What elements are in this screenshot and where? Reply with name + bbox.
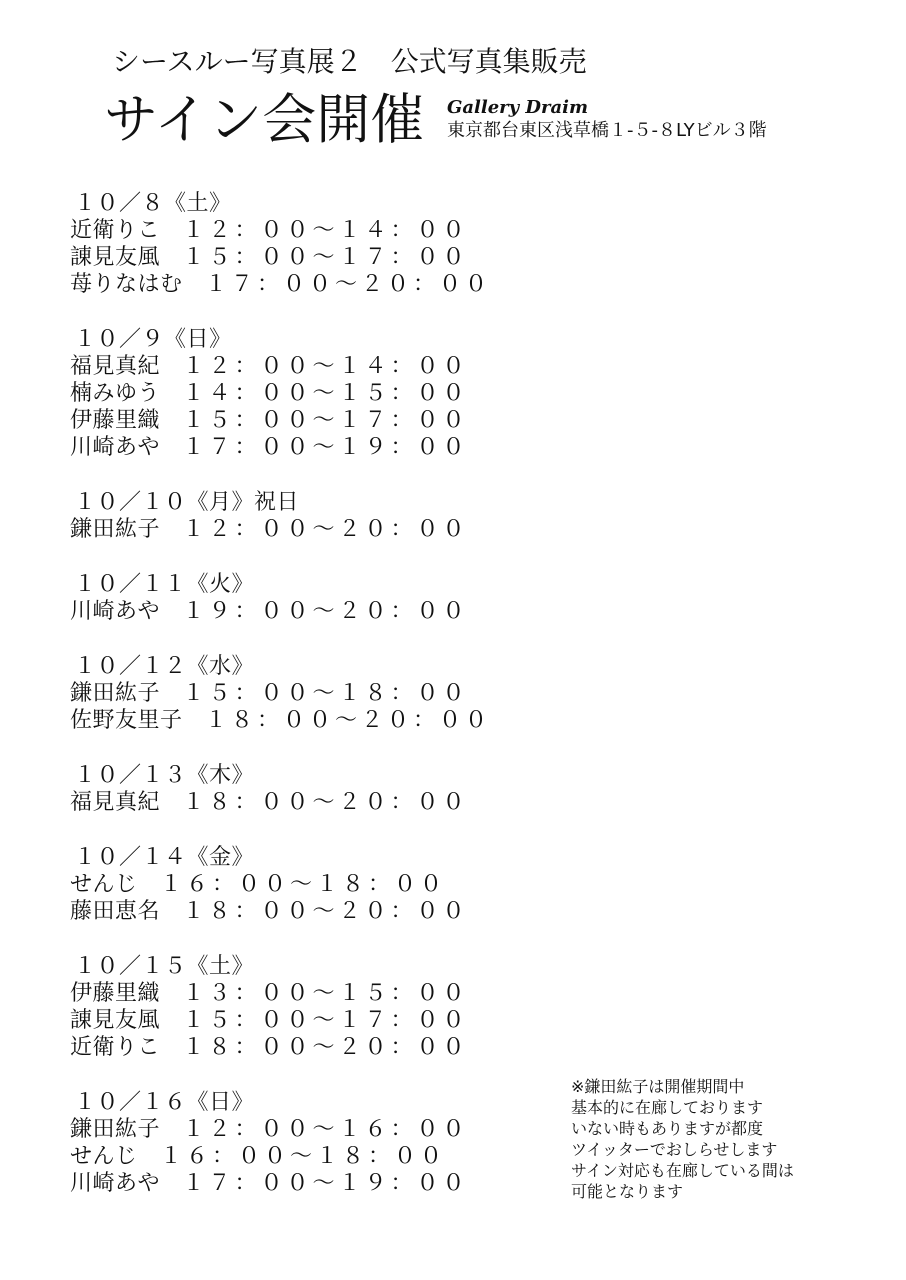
schedule-day xyxy=(70,326,491,461)
schedule-slot xyxy=(70,680,491,707)
schedule-day xyxy=(70,844,491,925)
signing-schedule xyxy=(70,190,491,1225)
slot-name: 福見真紀 xyxy=(70,790,161,815)
slot-time: １６：００〜１８：００ xyxy=(160,1144,447,1169)
schedule-slot xyxy=(70,1116,491,1143)
schedule-date: １０／１１《火》 xyxy=(74,572,255,597)
slot-time: １５：００〜１８：００ xyxy=(182,681,469,706)
slot-time: １５：００〜１７：００ xyxy=(182,408,469,433)
slot-time: １７：００〜１９：００ xyxy=(182,1171,469,1196)
schedule-day xyxy=(70,653,491,734)
slot-time: １８：００〜２０：００ xyxy=(182,790,469,815)
venue-name: Gallery Draim xyxy=(447,97,589,118)
slot-name: 諌見友風 xyxy=(70,245,161,270)
slot-time: １３：００〜１５：００ xyxy=(182,981,469,1006)
slot-time: １４：００〜１５：００ xyxy=(182,381,469,406)
slot-name: 苺りなはむ xyxy=(70,272,183,297)
slot-name: 鎌田紘子 xyxy=(70,681,161,706)
slot-time: １８：００〜２０：００ xyxy=(182,1035,469,1060)
slot-time: １７：００〜２０：００ xyxy=(205,272,492,297)
note-line: ツイッターでおしらせします xyxy=(571,1140,778,1159)
schedule-date: １０／９《日》 xyxy=(74,327,232,352)
slot-time: １２：００〜１４：００ xyxy=(182,218,469,243)
slot-name: 楠みゆう xyxy=(70,381,161,406)
note-line: いない時もありますが都度 xyxy=(571,1119,764,1138)
schedule-slot xyxy=(70,1170,491,1197)
schedule-date: １０／１０《月》祝日 xyxy=(74,490,300,515)
slot-name: 川崎あや xyxy=(70,1171,161,1196)
schedule-day xyxy=(70,953,491,1061)
schedule-slot xyxy=(70,217,491,244)
slot-name: 近衛りこ xyxy=(70,218,161,243)
schedule-date: １０／１３《木》 xyxy=(74,763,255,788)
slot-name: 佐野友里子 xyxy=(70,708,183,733)
note-line: サイン対応も在廊している間は xyxy=(571,1161,794,1180)
slot-time: １８：００〜２０：００ xyxy=(182,899,469,924)
slot-name: 諌見友風 xyxy=(70,1008,161,1033)
schedule-day xyxy=(70,489,491,543)
schedule-slot xyxy=(70,353,491,380)
slot-time: １８：００〜２０：００ xyxy=(205,708,492,733)
schedule-slot xyxy=(70,707,491,734)
schedule-slot xyxy=(70,1034,491,1061)
schedule-slot xyxy=(70,898,491,925)
schedule-date: １０／１６《日》 xyxy=(74,1090,255,1115)
slot-time: １２：００〜１６：００ xyxy=(182,1117,469,1142)
slot-name: 川崎あや xyxy=(70,435,161,460)
note-line: ※鎌田紘子は開催期間中 xyxy=(571,1077,745,1096)
schedule-day xyxy=(70,190,491,298)
slot-time: １２：００〜１４：００ xyxy=(182,354,469,379)
schedule-date: １０／１２《水》 xyxy=(74,654,255,679)
slot-name: せんじ xyxy=(70,872,138,897)
page-title: サイン会開催 xyxy=(104,88,425,151)
event-subtitle: シースルー写真展２ 公式写真集販売 xyxy=(112,45,587,78)
slot-name: 川崎あや xyxy=(70,599,161,624)
schedule-slot xyxy=(70,434,491,461)
slot-time: １５：００〜１７：００ xyxy=(182,245,469,270)
slot-time: １２：００〜２０：００ xyxy=(182,517,469,542)
venue-address: 東京都台東区浅草橋１-５-８LYビル３階 xyxy=(447,120,767,141)
schedule-slot xyxy=(70,516,491,543)
schedule-date: １０／８《土》 xyxy=(74,191,232,216)
slot-time: １５：００〜１７：００ xyxy=(182,1008,469,1033)
schedule-slot xyxy=(70,1007,491,1034)
slot-time: １９：００〜２０：００ xyxy=(182,599,469,624)
venue-info xyxy=(447,97,767,143)
slot-time: １７：００〜１９：００ xyxy=(182,435,469,460)
slot-name: 藤田恵名 xyxy=(70,899,161,924)
schedule-slot xyxy=(70,271,491,298)
attendance-note xyxy=(571,1076,794,1202)
schedule-day xyxy=(70,1089,491,1197)
schedule-slot xyxy=(70,980,491,1007)
schedule-slot xyxy=(70,871,491,898)
note-line: 基本的に在廊しております xyxy=(571,1098,764,1117)
schedule-date: １０／１５《土》 xyxy=(74,954,255,979)
slot-name: 福見真紀 xyxy=(70,354,161,379)
slot-name: せんじ xyxy=(70,1144,138,1169)
slot-name: 鎌田紘子 xyxy=(70,517,161,542)
slot-name: 鎌田紘子 xyxy=(70,1117,161,1142)
schedule-slot xyxy=(70,407,491,434)
schedule-slot xyxy=(70,380,491,407)
slot-time: １６：００〜１８：００ xyxy=(160,872,447,897)
schedule-day xyxy=(70,571,491,625)
schedule-slot xyxy=(70,598,491,625)
schedule-slot xyxy=(70,789,491,816)
schedule-date: １０／１４《金》 xyxy=(74,845,255,870)
slot-name: 近衛りこ xyxy=(70,1035,161,1060)
schedule-slot xyxy=(70,244,491,271)
slot-name: 伊藤里織 xyxy=(70,981,161,1006)
note-line: 可能となります xyxy=(571,1182,684,1201)
schedule-day xyxy=(70,762,491,816)
schedule-slot xyxy=(70,1143,491,1170)
slot-name: 伊藤里織 xyxy=(70,408,161,433)
